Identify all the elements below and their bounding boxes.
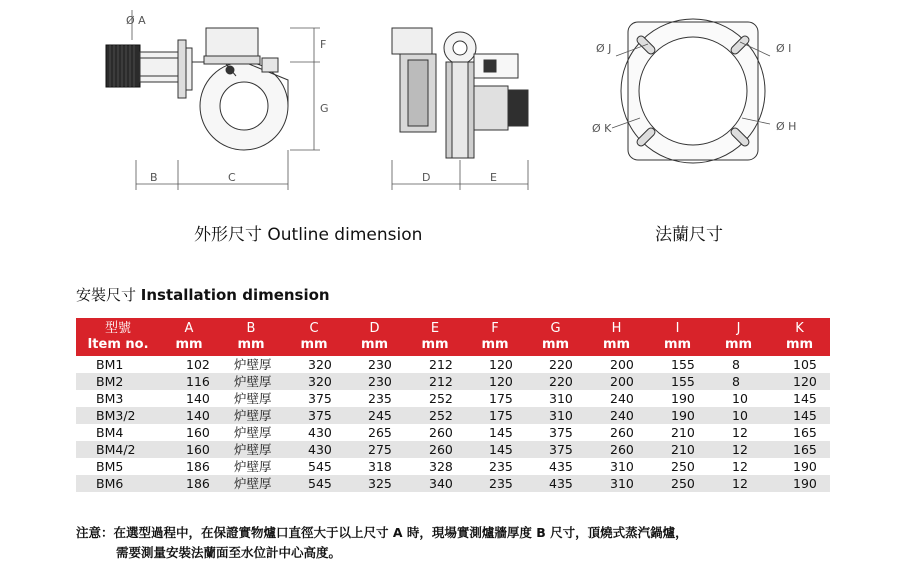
item-no-cell: BM5 xyxy=(76,458,160,475)
table-cell: 116 xyxy=(160,373,218,390)
table-cell: 120 xyxy=(769,373,830,390)
table-cell: 145 xyxy=(465,424,525,441)
table-cell: 212 xyxy=(405,356,465,373)
item-no-cell: BM6 xyxy=(76,475,160,492)
table-cell: 245 xyxy=(344,407,405,424)
table-cell: 炉壁厚 xyxy=(218,458,284,475)
table-cell: 310 xyxy=(586,475,647,492)
col-header-f: F mm xyxy=(465,318,525,356)
table-cell: 265 xyxy=(344,424,405,441)
table-cell: 175 xyxy=(465,390,525,407)
dim-label-a: Ø A xyxy=(126,14,146,27)
table-row xyxy=(76,373,830,390)
table-cell: 260 xyxy=(586,424,647,441)
table-cell: 190 xyxy=(769,458,830,475)
table-cell: 炉壁厚 xyxy=(218,373,284,390)
table-cell: 235 xyxy=(344,390,405,407)
table-cell: 375 xyxy=(525,441,586,458)
burner-side-view xyxy=(106,10,320,190)
table-cell: 炉壁厚 xyxy=(218,424,284,441)
table-cell: 120 xyxy=(465,356,525,373)
table-cell: 220 xyxy=(525,373,586,390)
table-cell: 250 xyxy=(647,458,708,475)
table-header-row xyxy=(76,318,830,356)
table-cell: 8 xyxy=(708,356,769,373)
table-cell: 8 xyxy=(708,373,769,390)
table-cell: 165 xyxy=(769,441,830,458)
table-cell: 12 xyxy=(708,458,769,475)
table-cell: 235 xyxy=(465,458,525,475)
item-no-cell: BM2 xyxy=(76,373,160,390)
table-cell: 320 xyxy=(284,356,344,373)
table-cell: 165 xyxy=(769,424,830,441)
table-cell: 186 xyxy=(160,458,218,475)
dim-label-d: D xyxy=(422,171,431,184)
table-cell: 430 xyxy=(284,441,344,458)
table-cell: 320 xyxy=(284,373,344,390)
item-no-cell: BM4/2 xyxy=(76,441,160,458)
table-cell: 210 xyxy=(647,441,708,458)
burner-front-view xyxy=(392,28,528,190)
table-cell: 310 xyxy=(525,407,586,424)
table-cell: 140 xyxy=(160,407,218,424)
table-cell: 545 xyxy=(284,475,344,492)
table-cell: 190 xyxy=(647,407,708,424)
col-header-a: A mm xyxy=(160,318,218,356)
table-row xyxy=(76,441,830,458)
table-cell: 175 xyxy=(465,407,525,424)
col-header-item: 型號 Item no. xyxy=(76,318,160,356)
table-cell: 212 xyxy=(405,373,465,390)
table-cell: 375 xyxy=(525,424,586,441)
dim-label-j: Ø J xyxy=(596,42,612,55)
table-row xyxy=(76,458,830,475)
table-row xyxy=(76,356,830,373)
table-cell: 260 xyxy=(586,441,647,458)
item-no-cell: BM1 xyxy=(76,356,160,373)
table-cell: 炉壁厚 xyxy=(218,441,284,458)
item-no-cell: BM3/2 xyxy=(76,407,160,424)
table-cell: 375 xyxy=(284,407,344,424)
table-cell: 10 xyxy=(708,407,769,424)
col-header-c: C mm xyxy=(284,318,344,356)
table-cell: 435 xyxy=(525,475,586,492)
table-row xyxy=(76,475,830,492)
table-cell: 235 xyxy=(465,475,525,492)
item-no-cell: BM4 xyxy=(76,424,160,441)
installation-dimension-title xyxy=(76,284,330,305)
table-cell: 435 xyxy=(525,458,586,475)
table-cell: 12 xyxy=(708,441,769,458)
dim-label-h: Ø H xyxy=(776,120,797,133)
col-header-j: J mm xyxy=(708,318,769,356)
table-cell: 200 xyxy=(586,373,647,390)
table-row xyxy=(76,390,830,407)
table-cell: 240 xyxy=(586,390,647,407)
table-cell: 250 xyxy=(647,475,708,492)
section-title-en: Installation dimension xyxy=(140,286,330,304)
table-cell: 310 xyxy=(525,390,586,407)
table-cell: 252 xyxy=(405,390,465,407)
col-header-e: E mm xyxy=(405,318,465,356)
table-cell: 炉壁厚 xyxy=(218,356,284,373)
note-line-1: 注意：在選型過程中，在保證實物爐口直徑大于以上尺寸 A 時，現場實測爐牆厚度 B 尺寸，頂燒式蒸汽鍋爐， xyxy=(76,525,688,540)
table-cell: 318 xyxy=(344,458,405,475)
table-cell: 310 xyxy=(586,458,647,475)
selection-note xyxy=(76,523,688,563)
dim-label-b: B xyxy=(150,171,158,184)
table-cell: 375 xyxy=(284,390,344,407)
col-header-i: I mm xyxy=(647,318,708,356)
table-cell: 105 xyxy=(769,356,830,373)
outline-dimension-caption: 外形尺寸 Outline dimension xyxy=(194,225,423,245)
table-cell: 210 xyxy=(647,424,708,441)
table-cell: 155 xyxy=(647,373,708,390)
table-cell: 430 xyxy=(284,424,344,441)
table-cell: 炉壁厚 xyxy=(218,407,284,424)
dim-label-c: C xyxy=(228,171,236,184)
table-cell: 102 xyxy=(160,356,218,373)
table-cell: 145 xyxy=(465,441,525,458)
col-header-k: K mm xyxy=(769,318,830,356)
table-cell: 328 xyxy=(405,458,465,475)
dim-label-k: Ø K xyxy=(592,122,612,135)
table-row xyxy=(76,407,830,424)
table-cell: 260 xyxy=(405,441,465,458)
table-cell: 260 xyxy=(405,424,465,441)
table-cell: 220 xyxy=(525,356,586,373)
col-header-b: B mm xyxy=(218,318,284,356)
table-cell: 275 xyxy=(344,441,405,458)
section-title-cn: 安裝尺寸 xyxy=(76,286,137,304)
table-cell: 10 xyxy=(708,390,769,407)
dim-label-e: E xyxy=(490,171,497,184)
table-cell: 12 xyxy=(708,475,769,492)
table-cell: 190 xyxy=(647,390,708,407)
technical-drawings xyxy=(0,0,898,200)
table-cell: 120 xyxy=(465,373,525,390)
col-header-g: G mm xyxy=(525,318,586,356)
table-cell: 325 xyxy=(344,475,405,492)
dim-label-g: G xyxy=(320,102,329,115)
table-cell: 炉壁厚 xyxy=(218,475,284,492)
table-cell: 545 xyxy=(284,458,344,475)
table-cell: 12 xyxy=(708,424,769,441)
table-cell: 340 xyxy=(405,475,465,492)
installation-dimension-table xyxy=(76,318,830,492)
table-cell: 200 xyxy=(586,356,647,373)
table-cell: 145 xyxy=(769,390,830,407)
table-cell: 186 xyxy=(160,475,218,492)
table-row xyxy=(76,424,830,441)
dim-label-f: F xyxy=(320,38,327,51)
table-cell: 240 xyxy=(586,407,647,424)
table-cell: 190 xyxy=(769,475,830,492)
table-cell: 160 xyxy=(160,441,218,458)
flange-dimension-caption: 法蘭尺寸 xyxy=(655,225,723,245)
item-no-cell: BM3 xyxy=(76,390,160,407)
table-cell: 160 xyxy=(160,424,218,441)
table-cell: 155 xyxy=(647,356,708,373)
table-cell: 252 xyxy=(405,407,465,424)
col-header-h: H mm xyxy=(586,318,647,356)
dim-label-i: Ø I xyxy=(776,42,792,55)
table-cell: 145 xyxy=(769,407,830,424)
table-cell: 炉壁厚 xyxy=(218,390,284,407)
table-cell: 230 xyxy=(344,373,405,390)
flange-view xyxy=(612,19,770,163)
table-cell: 140 xyxy=(160,390,218,407)
table-cell: 230 xyxy=(344,356,405,373)
note-line-2: 需要測量安裝法蘭面至水位計中心高度。 xyxy=(116,545,342,560)
col-header-d: D mm xyxy=(344,318,405,356)
